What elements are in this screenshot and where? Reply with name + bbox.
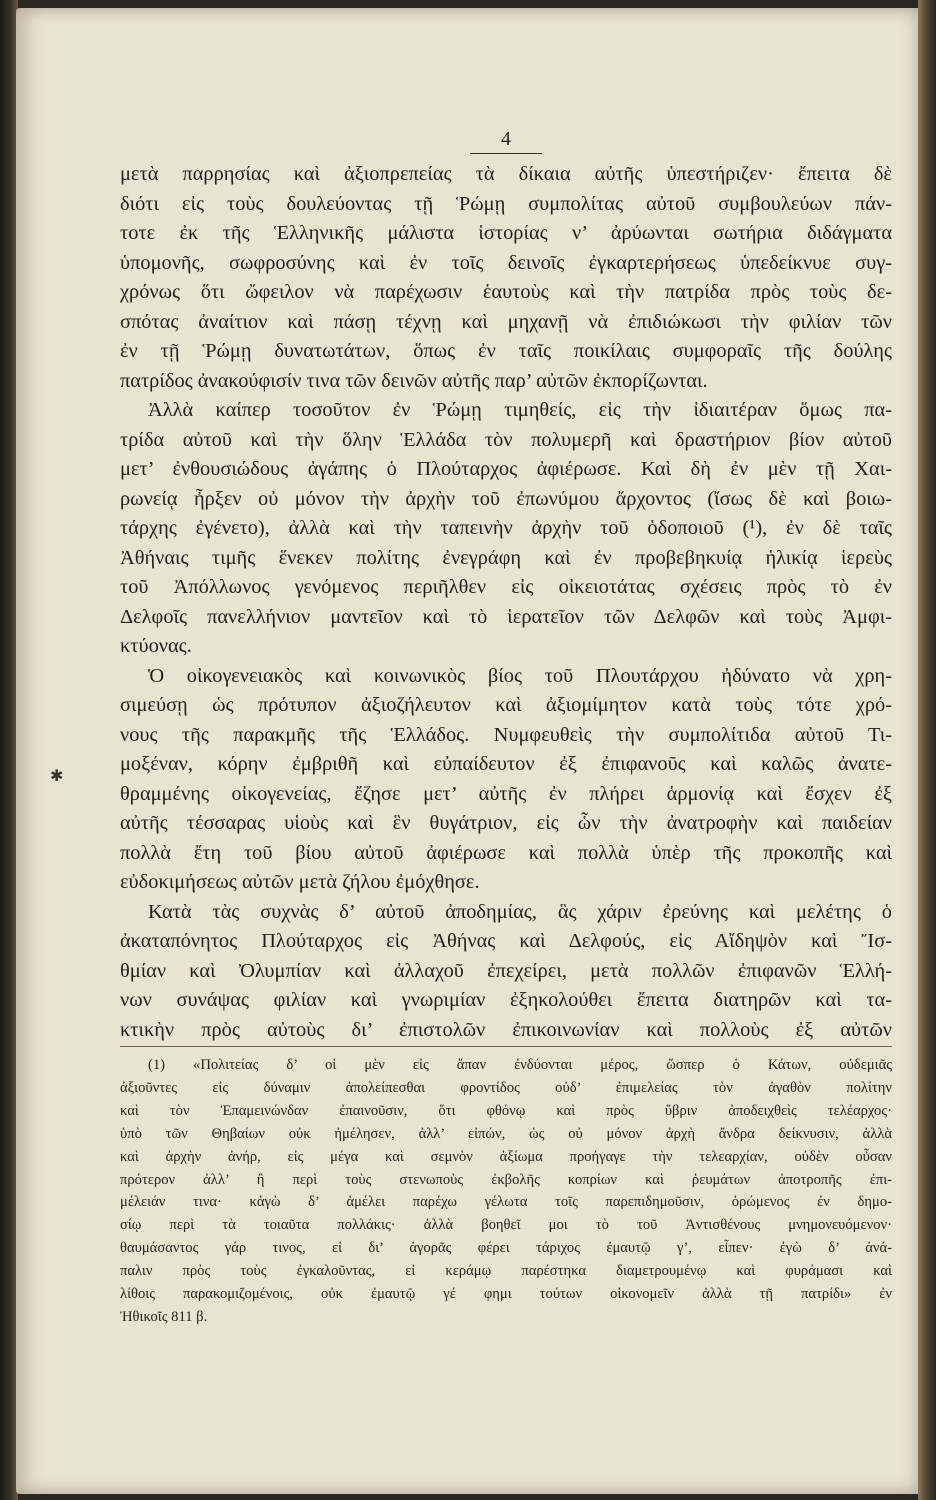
footnote-line: καὶ τὸν Ἐπαμεινώνδαν ἐπαινοῦσιν, ὅτι φθόνῳ καὶ πρὸς ὕβριν ἀποδειχθεὶς τελέαρχος· <box>120 1102 892 1119</box>
margin-mark: ✱ <box>50 766 64 785</box>
text-line: ἐν τῇ Ῥώμῃ δυνατωτάτων, ὅπως ἐν ταῖς ποικίλαις συμφοραῖς τῆς δούλης <box>120 340 892 362</box>
page-right-edge <box>918 0 936 1500</box>
footnote-line: ἀξιοῦντες εἰς δύναμιν ἀπολείπεσθαι φροντίδος οὐδ’ ἐπιμελείας τὸν ἀγαθὸν πολίτην <box>120 1079 892 1096</box>
text-line: Ὁ οἰκογενειακὸς καὶ κοινωνικὸς βίος τοῦ Πλουτάρχου ἠδύνατο νὰ χρη- <box>148 664 892 687</box>
text-line: Ἀλλὰ καίπερ τοσοῦτον ἐν Ῥώμῃ τιμηθείς, εἰς τὴν ἰδιαιτέραν ὅμως πα- <box>148 399 892 421</box>
footnote-line: θαυμάσαντος γάρ τινος, εἰ δι’ ἀγορᾶς φέρει τάριχος ἐμαυτῷ γ’, εἶπεν· ἐγὼ δ’ ἀνά- <box>120 1240 892 1257</box>
text-line: μετὰ παρρησίας καὶ ἀξιοπρεπείας τὰ δίκαια αὐτῆς ὑπεστήριζεν· ἔπειτα δὲ <box>120 163 892 185</box>
text-line: τρίδα αὐτοῦ καὶ τὴν ὅλην Ἑλλάδα τὸν πολυμερῆ καὶ δραστήριον βίον αὐτοῦ <box>120 428 892 451</box>
page-number-rule <box>470 153 542 154</box>
footnote-line: καὶ ἀρχὴν ἀνήρ, εἰς μέγα καὶ σεμνὸν ἀξίωμα προήγαγε τὴν τελεαρχίαν, οὐδὲν οὖσαν <box>120 1148 892 1165</box>
main-text-block <box>120 160 892 1045</box>
text-line: πατρίδος ἀνακούφισίν τινα τῶν δεινῶν αὐτῆς παρ’ αὐτῶν ἐκπορίζωνται. <box>120 369 708 392</box>
footnote-line: σίῳ περὶ τὰ τοιαῦτα πολλάκις· ἀλλὰ βοηθεῖ μοι τὸ τοῦ Ἀντισθένους μνημονευόμενον· <box>120 1217 892 1234</box>
footnote-separator-rule <box>120 1046 892 1047</box>
text-line: μετ’ ἐνθουσιώδους ἀγάπης ὁ Πλούταρχος ἀφιέρωσε. Καὶ δὴ ἐν μὲν τῇ Χαι- <box>120 458 892 480</box>
footnote-block <box>120 1054 892 1329</box>
footnote-line: παλιν πρὸς τοὺς ἐγκαλοῦντας, εἰ κεράμῳ παρέστηκα διαμετρουμένῳ καὶ φυράμασι καὶ <box>120 1263 892 1280</box>
text-line: ὑπομονῆς, σωφροσύνης καὶ ἐν τοῖς δεινοῖς ἐγκαρτερήσεως ὑπεδείκνυε συγ- <box>120 251 892 274</box>
text-line: χρόνως ὅτι ὤφειλον νὰ παρέχωσιν ἑαυτοὺς καὶ τὴν πατρίδα πρὸς τοὺς δε- <box>120 281 892 303</box>
footnote-line: ὑπὸ τῶν Θηβαίων οὐκ ἠμέλησεν, ἀλλ’ εἰπών, ὡς οὐ μόνον ἀρχὴ ἄνδρα δείκνυσιν, ἀλλὰ <box>120 1125 892 1142</box>
text-line: νους τῆς παρακμῆς τῆς Ἑλλάδος. Νυμφευθεὶς τὴν συμπολίτιδα αὐτοῦ Τι- <box>120 723 892 746</box>
text-line: τάρχης ἐγένετο), ἀλλὰ καὶ τὴν ταπεινὴν ἀρχὴν τοῦ ὁδοποιοῦ (¹), ἐν δὲ ταῖς <box>120 517 892 539</box>
text-line: Κατὰ τὰς συχνὰς δ’ αὐτοῦ ἀποδημίας, ἃς χάριν ἐρεύνης καὶ μελέτης ὁ <box>148 900 892 923</box>
page-number: 4 <box>501 128 511 150</box>
footnote-line: (1) «Πολιτείας δ’ οἱ μὲν εἰς ἅπαν ἐνδύονται μέρος, ὥσπερ ὁ Κάτων, οὐδεμιᾶς <box>148 1057 892 1073</box>
text-line: κτικὴν πρὸς αὐτοὺς δι’ ἐπιστολῶν ἐπικοινωνίαν καὶ πολλοὺς ἐξ αὐτῶν <box>120 1018 892 1041</box>
footnote-line: πρότερον ἀλλ’ ἢ περὶ τοὺς στενωποὺς ἐκβολῆς κοπρίων καὶ ῥευμάτων ἀποτροπῆς ἐπι- <box>120 1171 892 1188</box>
footnote-line: Ἠθικοῖς 811 β. <box>120 1308 208 1325</box>
text-line: αὐτῆς τέσσαρας υἱοὺς καὶ ἓν θυγάτριον, εἰς ὧν τὴν ἀνατροφὴν καὶ παιδείαν <box>120 812 892 834</box>
text-line: πολλὰ ἔτη τοῦ βίου αὐτοῦ ἀφιέρωσε καὶ πολλὰ ὑπὲρ τῆς προκοπῆς καὶ <box>120 841 892 864</box>
text-line: διότι εἰς τοὺς δουλεύοντας τῇ Ῥώμῃ συμπολίτας αὐτοῦ συμβουλεύων πάν- <box>120 192 892 215</box>
text-line: σιμεύσῃ ὡς πρότυπον ἀξιοζήλευτον καὶ ἀξιομίμητον κατὰ τοὺς τότε χρό- <box>120 694 892 716</box>
text-line: νων συνάψας φιλίαν καὶ γνωριμίαν ἐξηκολούθει ἔπειτα διατηρῶν καὶ τα- <box>120 989 892 1011</box>
footnote-line: λίθοις παρακομιζομένοις, οὐκ ἐμαυτῷ γέ φημι τούτων οἰκονομεῖν ἀλλὰ τῇ πατρίδι» ἐν <box>120 1286 892 1303</box>
text-line: κτύονας. <box>120 635 192 657</box>
text-line: τοτε ἐκ τῆς Ἑλληνικῆς μάλιστα ἱστορίας ν’ ἀρύωνται σωτήρια διδάγματα <box>120 222 892 244</box>
text-line: σπότας ἀναίτιον καὶ πάσῃ τέχνῃ καὶ μηχανῇ νὰ ἐπιδιώκωσι τὴν φιλίαν τῶν <box>120 310 892 333</box>
footnote-line: μέλειάν τινα· κἀγὼ δ’ ἀμέλει παρέχω γέλωτα τοῖς παρεπιδημοῦσιν, ὁρώμενος ἐν δημο- <box>120 1194 892 1211</box>
text-line: Δελφοῖς πανελλήνιον μαντεῖον καὶ τὸ ἱερατεῖον τῶν Δελφῶν καὶ τοὺς Ἀμφι- <box>120 605 892 628</box>
text-line: θραμμένης οἰκογενείας, ἔζησε μετ’ αὐτῆς ἐν πλήρει ἁρμονίᾳ καὶ ἔσχεν ἐξ <box>120 782 892 805</box>
text-line: Ἀθήναις τιμῆς ἕνεκεν πολίτης ἐνεγράφη καὶ ἐν προβεβηκυίᾳ ἡλικίᾳ ἱερεὺς <box>120 546 892 569</box>
text-line: τοῦ Ἀπόλλωνος γενόμενος περιῆλθεν εἰς οἰκειοτάτας σχέσεις πρὸς τὸ ἐν <box>120 576 892 598</box>
text-line: ρωνείᾳ ἦρξεν οὐ μόνον τὴν ἀρχὴν τοῦ ἐπωνύμου ἄρχοντος (ἴσως δὲ καὶ βοιω- <box>120 487 892 510</box>
text-line: μοξέναν, κόρην ἐμβριθῆ καὶ εὐπαίδευτον ἐξ ἐπιφανοῦς καὶ καλῶς ἀνατε- <box>120 753 892 775</box>
text-line: εὐδοκιμήσεως αὐτῶν μετὰ ζήλου ἐμόχθησε. <box>120 871 480 893</box>
text-line: θμίαν καὶ Ὀλυμπίαν καὶ ἀλλαχοῦ ἐπεχείρει, μετὰ πολλῶν ἐπιφανῶν Ἑλλή- <box>120 959 892 982</box>
text-line: ἀκαταπόνητος Πλούταρχος εἰς Ἀθήνας καὶ Δελφούς, εἰς Αἴδηψὸν καὶ Ἴσ- <box>120 930 892 952</box>
